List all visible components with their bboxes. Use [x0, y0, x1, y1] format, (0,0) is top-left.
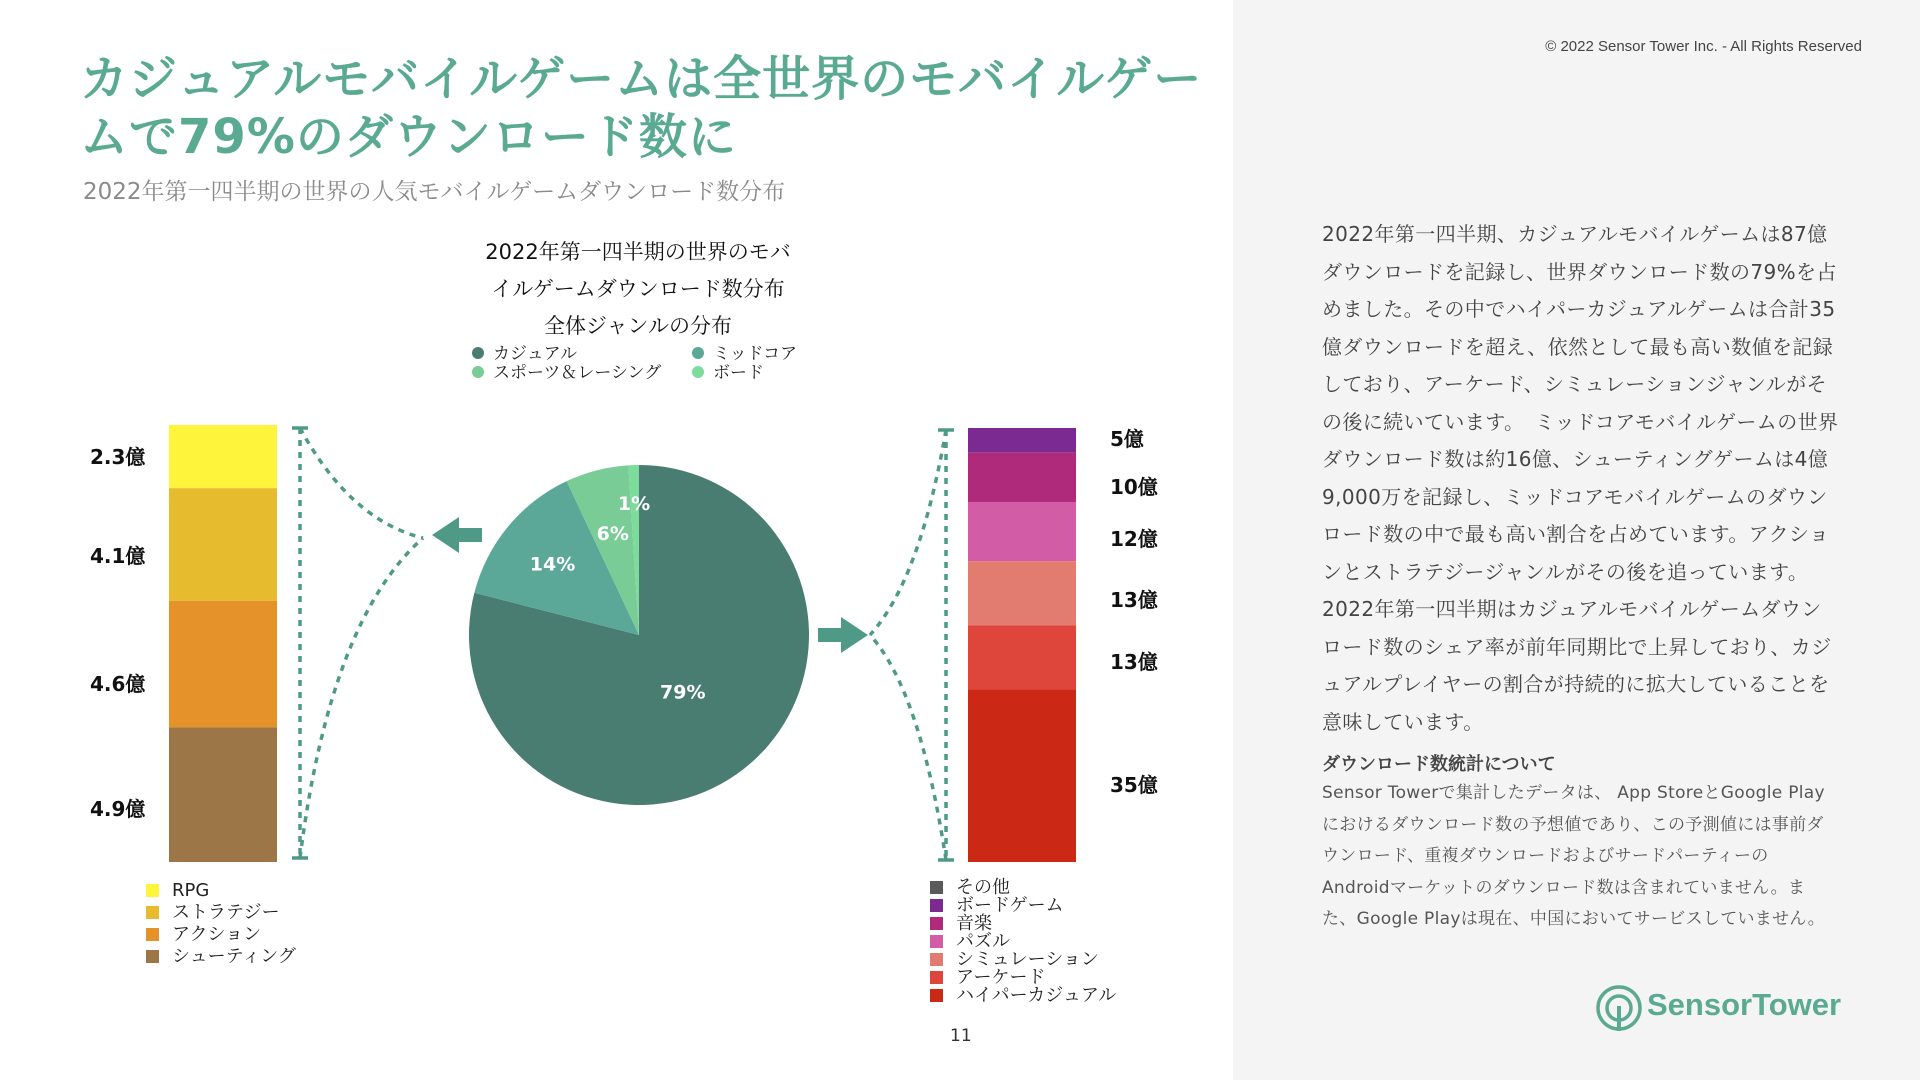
pie-slice-label: 1% — [617, 493, 651, 515]
bar-value-label: 5億 — [1110, 427, 1144, 451]
sensor-tower-logo — [1595, 980, 1842, 1036]
bar-value-label: 12億 — [1110, 527, 1158, 551]
bracket-curve — [300, 538, 423, 858]
bar-segment — [169, 727, 277, 862]
bar-segment — [968, 625, 1076, 689]
bar-segment — [968, 428, 1076, 453]
bar-value-label: 4.1億 — [90, 544, 146, 568]
legend-swatch-icon — [930, 917, 943, 930]
legend-swatch-icon — [930, 881, 943, 894]
legend-swatch-icon — [930, 935, 943, 948]
left-bar-legend — [146, 882, 296, 970]
legend-swatch-icon — [146, 906, 159, 919]
legend-swatch-icon — [146, 884, 159, 897]
legend-item — [146, 948, 296, 970]
bracket-curve — [870, 430, 946, 635]
legend-swatch-icon — [930, 899, 943, 912]
logo-text: SensorTower — [1647, 987, 1842, 1022]
legend-label: アクション — [172, 924, 262, 945]
pie-slice-label: 14% — [529, 553, 576, 576]
note-heading: ダウンロード数統計について — [1322, 754, 1556, 775]
arrow-left-icon — [432, 517, 482, 553]
legend-label: RPG — [172, 880, 210, 901]
bar-value-label: 13億 — [1110, 588, 1158, 612]
bar-value-label: 10億 — [1110, 475, 1158, 499]
legend-label: その他 — [956, 877, 1010, 898]
legend-label: シューティング — [172, 946, 296, 967]
body-text: 2022年第一四半期、カジュアルモバイルゲームは87億ダウンロードを記録し、世界ダウンロード数の79%を占めました。その中でハイパーカジュアルゲームは合計35億ダウンロードを超え、依然として最も高い数値を記録しており、アーケード、シミュレーションジャンルがその後に続いています。 ミッドコアモバイルゲームの世界ダウンロード数は約16億、シューティングゲームは4億9,000万を記録し、ミッドコアモバイルゲームのダウンロード数の中で最も高い割合を占めています。アクションとストラテジージャンルがその後を追っています。2022年第一四半期はカジュアルモバイルゲームダウンロード数のシェア率が前年同期比で上昇しており、カジュアルプレイヤーの割合が持続的に拡大していることを意味しています。 — [1322, 222, 1839, 734]
bar-segment — [169, 601, 277, 727]
arrow-right-icon — [818, 617, 868, 653]
bar-value-label: 13億 — [1110, 650, 1158, 674]
pie-legend-label: スポーツ＆レーシング — [493, 363, 662, 383]
legend-label: パズル — [956, 931, 1010, 952]
legend-item — [146, 904, 296, 926]
legend-swatch-icon — [146, 928, 159, 941]
bar-value-label: 35億 — [1110, 773, 1158, 797]
bar-segment — [169, 425, 277, 488]
copyright: © 2022 Sensor Tower Inc. - All Rights Reserved — [1545, 38, 1862, 55]
legend-label: ボードゲーム — [956, 895, 1064, 916]
pie-slice-label: 6% — [596, 522, 629, 545]
pie-slice-label: 79% — [660, 681, 706, 704]
bracket-curve — [870, 635, 946, 860]
legend-label: ハイパーカジュアル — [956, 985, 1117, 1006]
bar-segment — [968, 689, 1076, 862]
legend-label: 音楽 — [956, 913, 992, 934]
page-title: カジュアルモバイルゲームは全世界のモバイルゲームで79%のダウンロード数に — [80, 51, 1203, 165]
bar-value-label: 4.9億 — [90, 797, 146, 821]
legend-item — [146, 882, 296, 904]
sensor-tower-logo-icon — [1595, 984, 1643, 1032]
legend-label: アーケード — [956, 967, 1046, 988]
right-bar-legend — [930, 879, 1116, 1005]
bar-segment — [968, 502, 1076, 561]
legend-swatch-icon — [930, 971, 943, 984]
bar-segment — [968, 453, 1076, 502]
pie-legend-label: カジュアル — [493, 344, 577, 364]
bar-value-label: 2.3億 — [90, 445, 146, 469]
chart-title-line: 2022年第一四半期の世界のモバ — [485, 240, 791, 264]
legend-item — [930, 987, 1116, 1005]
pie-legend-label: ミッドコア — [713, 344, 797, 364]
page-subtitle: 2022年第一四半期の世界の人気モバイルゲームダウンロード数分布 — [83, 179, 786, 205]
note-text: Sensor Towerで集計したデータは、 App StoreとGoogle Playにおけるダウンロード数の予想値であり、この予測値には事前ダウンロード、重複ダウンロードおよびサードパーティーのAndroidマーケットのダウンロード数は含まれていません。また、Google Playは現在、中国においてサービスしていません。 — [1322, 783, 1826, 929]
legend-swatch-icon — [930, 989, 943, 1002]
legend-swatch-icon — [930, 953, 943, 966]
page-number: 11 — [950, 1026, 972, 1046]
pie-legend-label: ボード — [713, 363, 764, 383]
legend-swatch-icon — [146, 950, 159, 963]
legend-label: ストラテジー — [172, 902, 280, 923]
bar-segment — [169, 488, 277, 601]
chart-title-line: 全体ジャンルの分布 — [543, 314, 733, 338]
bar-value-label: 4.6億 — [90, 672, 146, 696]
legend-item — [146, 926, 296, 948]
bar-segment — [968, 561, 1076, 625]
bracket-curve — [300, 428, 423, 538]
legend-label: シミュレーション — [956, 949, 1099, 970]
chart-title-line: イルゲームダウンロード数分布 — [491, 277, 785, 301]
